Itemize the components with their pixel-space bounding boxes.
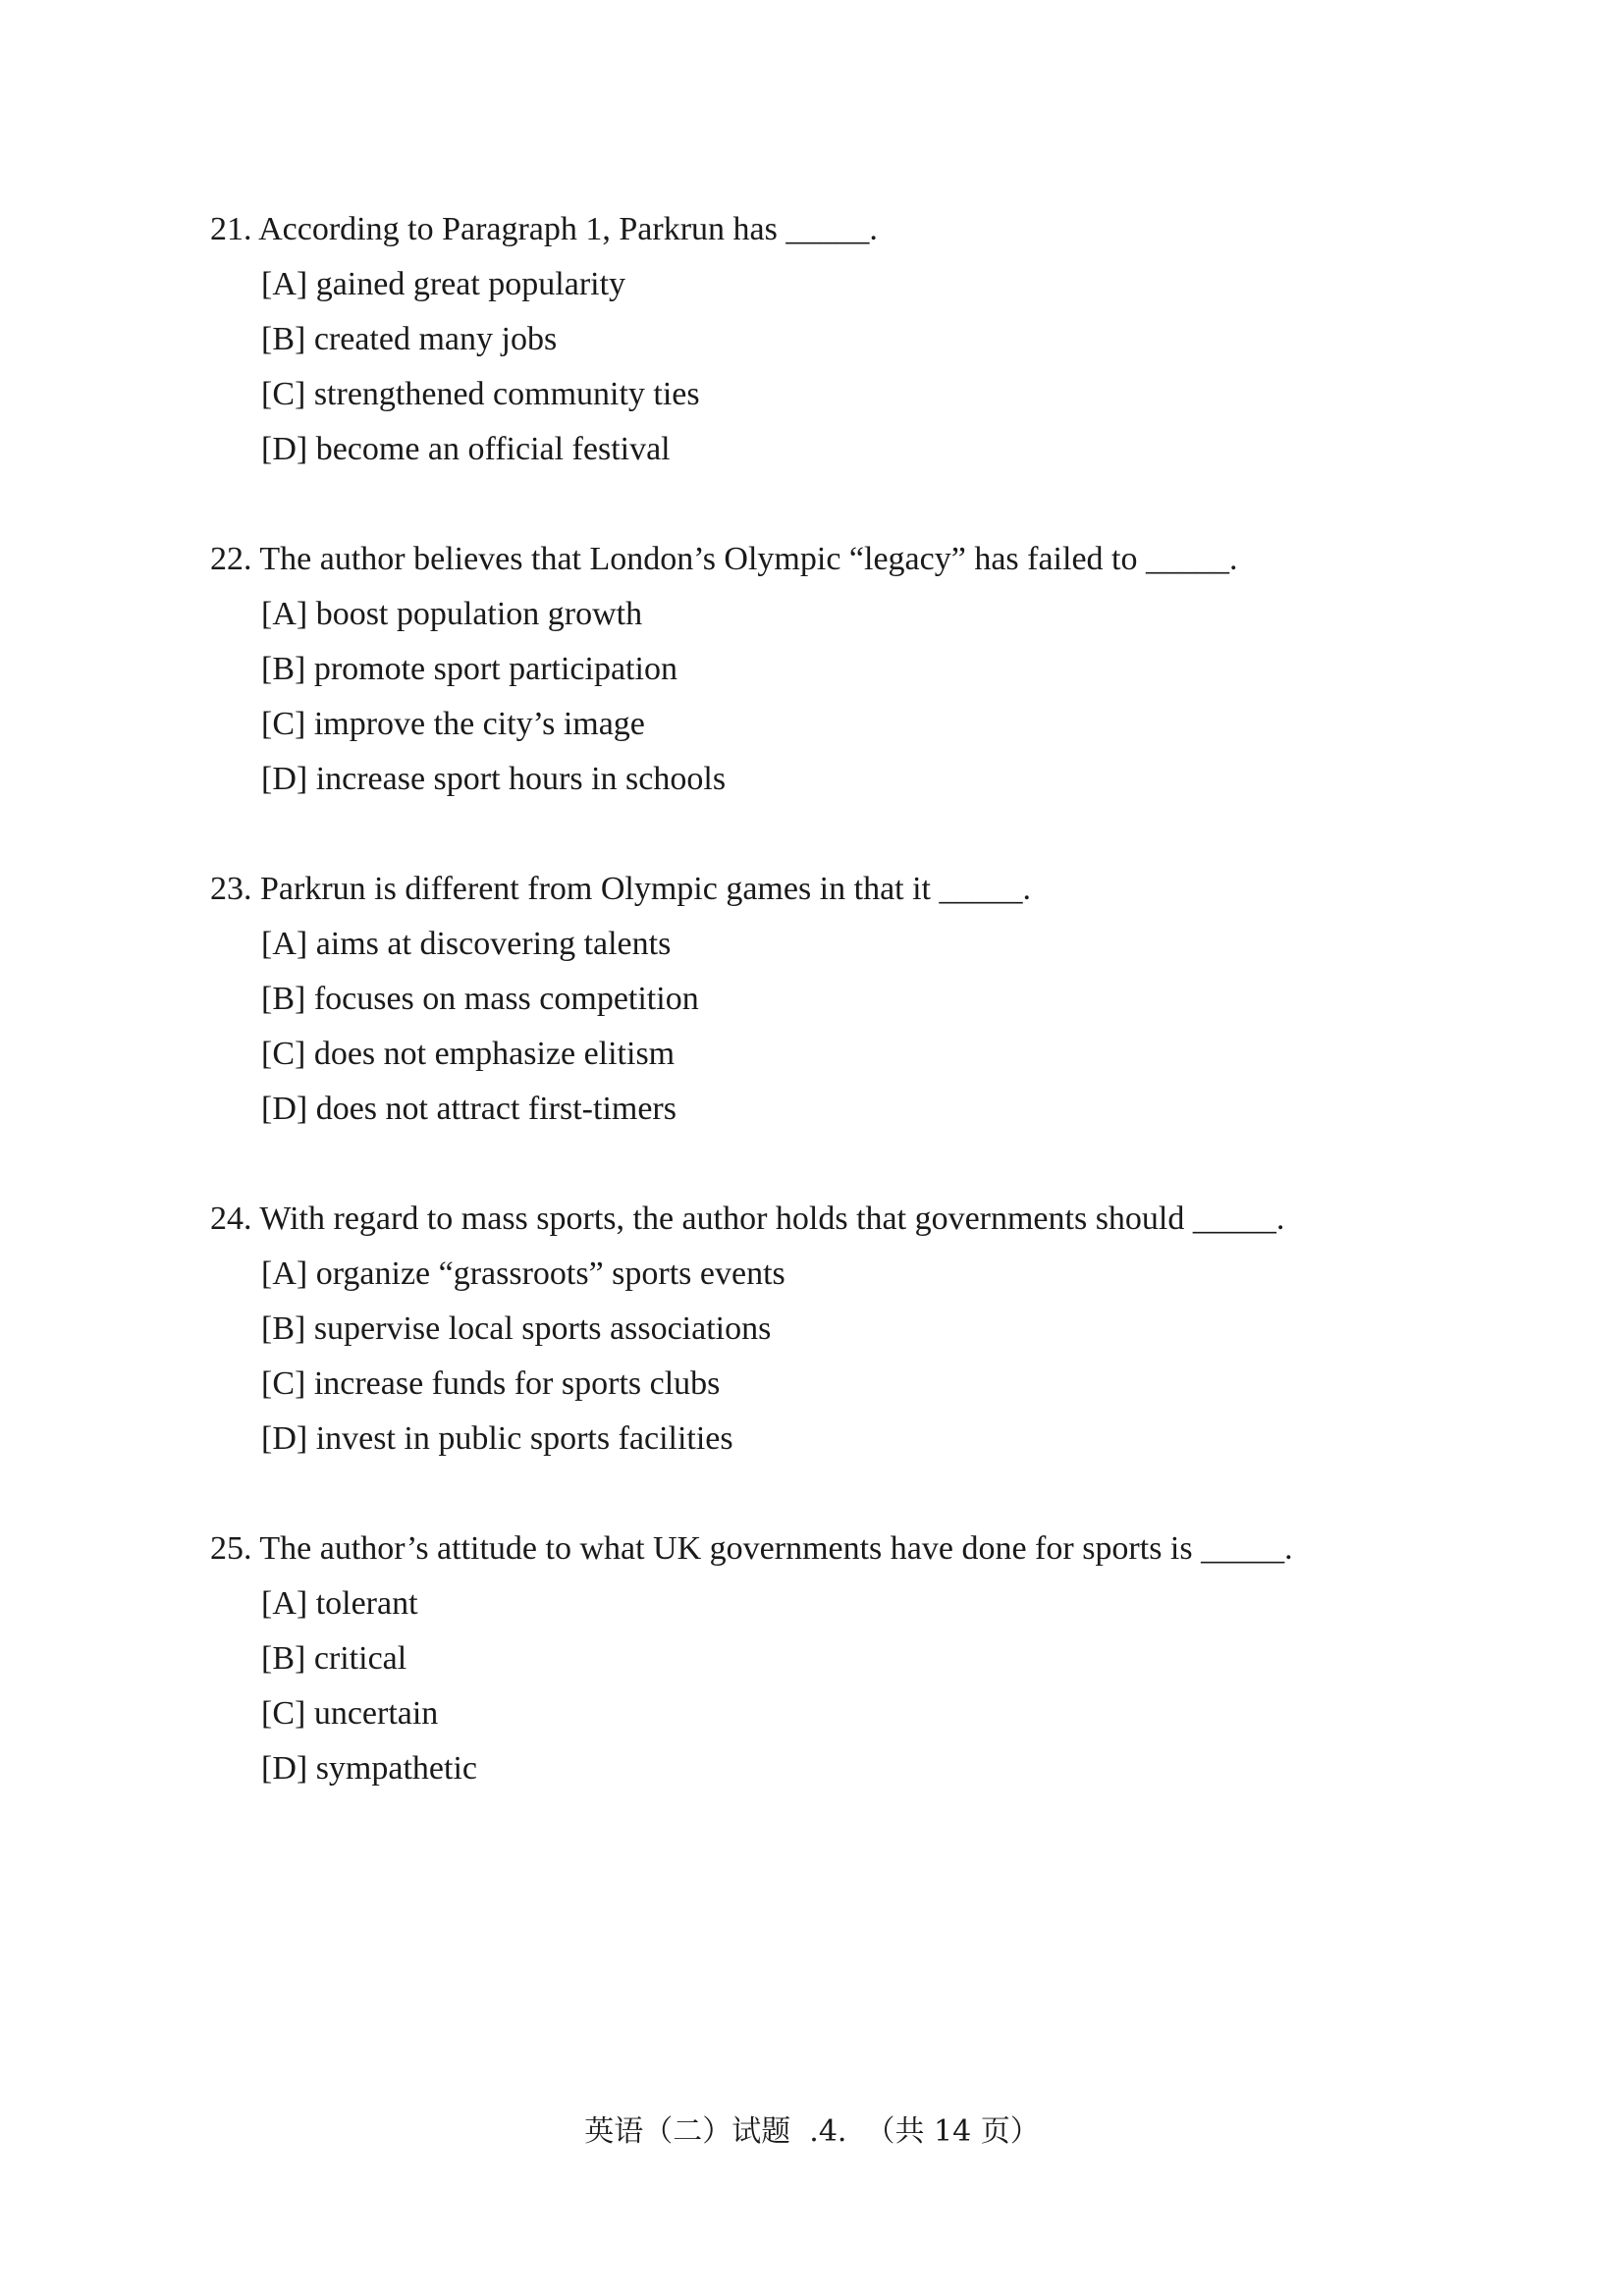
option-a: [A] aims at discovering talents <box>261 926 672 962</box>
option-a: [A] gained great popularity <box>261 266 626 302</box>
option-c: [C] does not emphasize elitism <box>261 1036 676 1072</box>
option-a: [A] organize “grassroots” sports events <box>261 1255 785 1292</box>
question-stem: 21. According to Paragraph 1, Parkrun has _____. <box>210 211 878 247</box>
option-d: [D] sympathetic <box>261 1750 477 1787</box>
question-stem: 23. Parkrun is different from Olympic games in that it _____. <box>210 871 1032 907</box>
question-23 <box>210 862 1487 1137</box>
question-stem: 24. With regard to mass sports, the author holds that governments should _____. <box>210 1201 1285 1237</box>
question-22 <box>210 532 1487 807</box>
option-list <box>210 1576 1487 1796</box>
option-c: [C] strengthened community ties <box>261 376 700 412</box>
option-c: [C] uncertain <box>261 1695 439 1732</box>
option-list <box>210 257 1487 477</box>
question-stem: 25. The author’s attitude to what UK governments have done for sports is _____. <box>210 1530 1293 1567</box>
option-d: [D] increase sport hours in schools <box>261 761 727 797</box>
option-a: [A] tolerant <box>261 1585 418 1622</box>
option-b: [B] supervise local sports associations <box>261 1310 772 1347</box>
page-footer: 英语（二）试题 .4. （共 14 页） <box>584 2114 1040 2149</box>
option-a: [A] boost population growth <box>261 596 643 632</box>
option-b: [B] created many jobs <box>261 321 558 357</box>
option-b: [B] critical <box>261 1640 407 1677</box>
option-b: [B] focuses on mass competition <box>261 981 699 1017</box>
option-c: [C] increase funds for sports clubs <box>261 1365 721 1402</box>
option-d: [D] become an official festival <box>261 431 671 467</box>
option-d: [D] invest in public sports facilities <box>261 1420 733 1457</box>
option-list <box>210 917 1487 1137</box>
option-list <box>210 1247 1487 1467</box>
question-stem: 22. The author believes that London’s Olympic “legacy” has failed to _____. <box>210 541 1238 577</box>
option-d: [D] does not attract first-timers <box>261 1091 677 1127</box>
option-list <box>210 587 1487 807</box>
question-21 <box>210 202 1487 477</box>
question-24 <box>210 1192 1487 1467</box>
option-c: [C] improve the city’s image <box>261 706 645 742</box>
question-25 <box>210 1522 1487 1796</box>
question-list <box>210 202 1487 1851</box>
option-b: [B] promote sport participation <box>261 651 677 687</box>
